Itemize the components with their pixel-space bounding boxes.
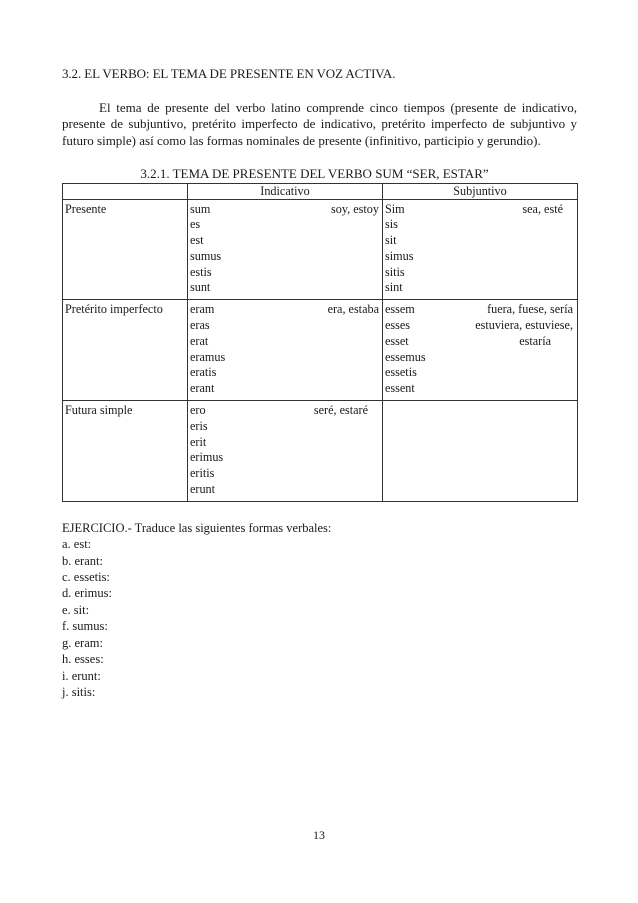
conjugation-table (62, 183, 578, 502)
verb-form: ero (190, 403, 206, 418)
verb-form: simus (385, 248, 414, 263)
header-indicativo: Indicativo (188, 183, 383, 199)
verb-form: est (190, 233, 204, 248)
verb-form: eras (190, 318, 210, 333)
header-subjuntivo: Subjuntivo (383, 183, 578, 199)
subjunctive-cell (383, 300, 578, 401)
exercise-item: g. eram: (62, 635, 103, 650)
verb-form: esset (385, 333, 409, 348)
indicative-translation: soy, estoy (331, 201, 379, 216)
verb-form: sit (385, 233, 397, 248)
verb-form: sint (385, 280, 403, 295)
indicative-cell (188, 401, 383, 502)
verb-form: esses (385, 318, 411, 333)
verb-form: eritis (190, 466, 215, 481)
verb-form: essem (385, 302, 415, 317)
verb-form: sitis (385, 264, 405, 279)
translation-line: estuviera, estuviese, (475, 318, 573, 333)
exercise-item: a. est: (62, 537, 92, 552)
subjunctive-translation (522, 202, 563, 218)
verb-form: erunt (190, 482, 216, 497)
indicative-cell (188, 300, 383, 401)
indicative-translation: seré, estaré (313, 403, 368, 418)
translation-line: estaría (519, 333, 551, 348)
translation-line: sea, esté (522, 201, 563, 216)
exercise-item: d. erimus: (62, 586, 112, 601)
tense-cell: Futura simple (63, 401, 188, 502)
exercise-item: c. essetis: (62, 570, 110, 585)
exercise-item: h. esses: (62, 652, 104, 667)
exercise-item: b. erant: (62, 553, 103, 568)
verb-form: essetis (385, 365, 417, 380)
verb-form: Sim (385, 201, 405, 216)
verb-form: sum (190, 201, 211, 216)
verb-form: eratis (190, 365, 217, 380)
document-page (62, 66, 577, 700)
indicative-translation: era, estaba (327, 302, 379, 317)
verb-form: essent (385, 381, 415, 396)
tense-cell: Presente (63, 199, 188, 300)
header-empty (63, 183, 188, 199)
subjunctive-translation (475, 302, 573, 349)
verb-form: erit (190, 434, 207, 449)
verb-form: eram (190, 302, 215, 317)
exercise-item: f. sumus: (62, 619, 108, 634)
table-row (63, 199, 578, 300)
subjunctive-cell-empty (383, 401, 578, 502)
section-title: 3.2. EL VERBO: EL TEMA DE PRESENTE EN VOZ ACTIVA. (62, 66, 396, 81)
verb-form: essemus (385, 349, 426, 364)
verb-form: sunt (190, 280, 211, 295)
verb-form: erat (190, 333, 209, 348)
verb-form: eris (190, 418, 208, 433)
verb-form: estis (190, 264, 212, 279)
verb-form: sumus (190, 248, 222, 263)
verb-form: sis (385, 217, 398, 232)
table-row (63, 401, 578, 502)
verb-form: erimus (190, 450, 224, 465)
table-header-row (63, 183, 578, 199)
subjunctive-cell (383, 199, 578, 300)
exercise-section (62, 520, 577, 700)
intro-paragraph: El tema de presente del verbo latino comprende cinco tiempos (presente de indicativo, presente de subjuntivo, pretérito imperfecto de indicativo, pretérito imperfecto de subjuntivo y futuro simple) así como las formas nominales de presente (infinitivo, participio y gerundio). (62, 99, 577, 148)
exercise-item: j. sitis: (62, 684, 96, 699)
exercise-item: i. erunt: (62, 668, 101, 683)
verb-form: es (190, 217, 201, 232)
table-row (63, 300, 578, 401)
verb-form: eramus (190, 349, 226, 364)
verb-form: erant (190, 381, 215, 396)
tense-cell: Pretérito imperfecto (63, 300, 188, 401)
exercise-title: EJERCICIO.- Traduce las siguientes formas verbales: (62, 520, 332, 535)
indicative-cell (188, 199, 383, 300)
translation-line: fuera, fuese, sería (487, 302, 573, 317)
table-title: 3.2.1. TEMA DE PRESENTE DEL VERBO SUM “SER, ESTAR” (140, 166, 489, 181)
page-number: 13 (313, 828, 325, 842)
exercise-item: e. sit: (62, 602, 90, 617)
